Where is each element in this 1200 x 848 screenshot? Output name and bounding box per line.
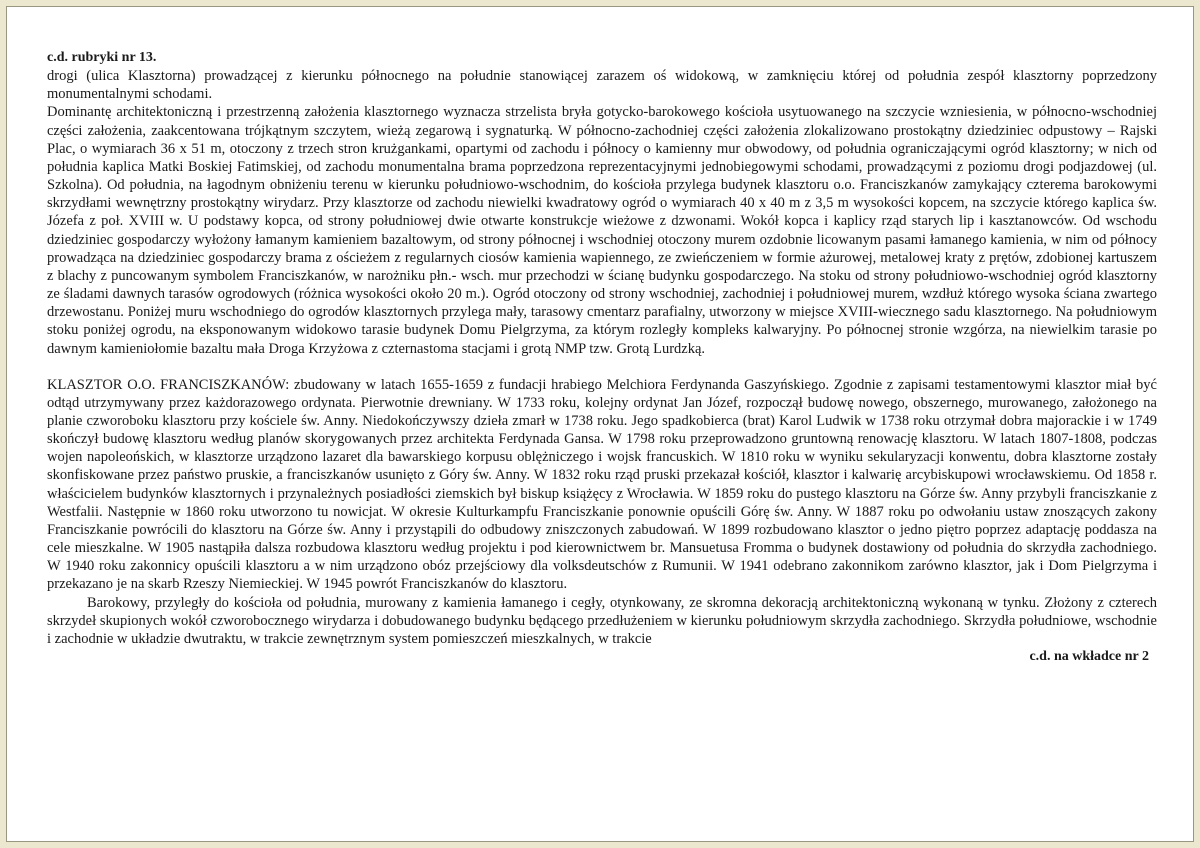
document-body — [47, 49, 1157, 666]
continuation-footer: c.d. na wkładce nr 2 — [1029, 649, 1149, 664]
paragraph-monastery-history: KLASZTOR O.O. FRANCISZKANÓW: zbudowany w latach 1655-1659 z fundacji hrabiego Melchiora Ferdynanda Gaszyńskiego. Zgodnie z zapisami testamentowymi klasztor miał być odtąd utrzymywany przez każdorazowego ordynata. Pierwotnie drewniany. W 1733 roku, kolejny ordynat Jan Józef, rozpoczął budowę nowego, obszernego, murowanego, założonego na planie czworoboku klasztoru przy kościele św. Anny. Niedokończywszy dzieła zmarł w 1738 roku. Jego spadkobierca (brat) Karol Ludwik w 1738 roku otrzymał dobra majorackie i w 1749 skończył budowę klasztoru według planów skorygowanych przez architekta Ferdynada Gansa. W 1798 roku przeprowadzono gruntowną renowację klasztoru. W latach 1807-1808, podczas wojen napoleońskich, w klasztorze urządzono lazaret dla bawarskiego korpusu oblężniczego i wojsk francuskich. W 1810 roku w wyniku sekularyzacji konwentu, dobra klasztorne zostały skonfiskowane przez państwo pruskie, a franciszkanów usunięto z Góry św. Anny. W 1832 roku rząd pruski przekazał kościół, klasztor i kalwarię arcybiskupowi wrocławskiemu. Od 1858 r. właścicielem budynków klasztornych i przynależnych posiadłości ziemskich był biskup książęcy z Wrocławia. W 1859 roku do pustego klasztoru na Górze św. Anny przybyli franciszkanie z Westfalii. Następnie w 1860 roku utworzono tu nowicjat. W okresie Kulturkampfu Franciszkanie ponownie opuścili Górę św. Anny. W 1887 roku po odwołaniu ustaw znoszących zakony Franciszkanie powrócili do klasztoru na Górze św. Anny i przystąpili do odbudowy zniszczonych zabudowań. W 1899 rozbudowano klasztor o jedno piętro poprzez adaptację poddasza na cele mieszkalne. W 1905 nastąpiła dalsza rozbudowa klasztoru według projektu i pod kierownictwem br. Mansuetusa Fromma o budynek dostawiony od południa do skrzydła zachodniego. W 1940 roku zakonnicy opuścili klasztoru a w nim urządzono obóz przejściowy dla volksdeutschów z Rumunii. W 1941 odebrano zakonnikom zarówno klasztor, jak i Dom Pielgrzyma i przekazano je na skarb Rzeszy Niemieckiej. W 1945 powrót Franciszkanów do klasztoru. — [47, 376, 1157, 593]
paragraph-gap — [47, 358, 1157, 376]
paragraph-dominant: Dominantę architektoniczną i przestrzenną założenia klasztornego wyznacza strzelista bryła gotycko-barokowego kościoła usytuowanego na szczycie wzniesienia, w północno-wschodniej części założenia, zaakcentowana trójkątnym szczytem, wieżą zegarową i sygnaturką. W północno-zachodniej części założenia zlokalizowano prostokątny dziedziniec odpustowy – Rajski Plac, o wymiarach 36 x 51 m, otoczony z trzech stron krużgankami, opartymi od zachodu i północy o kamienny mur obwodowy, od południa ograniczającymi ogród klasztorny; w nich od południa kaplica Matki Boskiej Fatimskiej, od zachodu monumentalna brama poprzedzona reprezentacyjnymi jednobiegowymi schodami, prowadzącymi z poziomu drogi podjazdowej (ul. Szkolna). Od południa, na łagodnym obniżeniu terenu w kierunku południowo-wschodnim, do kościoła przylega budynek klasztoru o.o. Franciszkanów zamykający czterema barokowymi skrzydłami wewnętrzny prostokątny wirydarz. Przy klasztorze od zachodu niewielki kwadratowy ogród o wymiarach 40 x 40 m z 3,5 m wysokości kopcem, na szczycie którego kaplica św. Józefa z poł. XVIII w. U podstawy kopca, od strony południowej dwie otwarte konstrukcje wieżowe z dzwonami. Wokół kopca i kaplicy rząd starych lip i kasztanowców. Od wschodu dziedziniec gospodarczy wyłożony łamanym kamieniem bazaltowym, od strony północnej i wschodniej otoczony murem ozdobnie licowanym pasami łamanego kamienia, w nim od północy prowadząca na dziedziniec gospodarczy brama z ościeżem z regularnych ciosów kamienia wapiennego, ze zwieńczeniem w formie ażurowej, metalowej kraty z prętów, zdobionej kartuszem z blachy z puncowanym symbolem Franciszkanów, w narożniku płn.- wsch. mur przechodzi w ścianę budynku gospodarczego. Na stoku od strony południowo-wschodniej ogród klasztorny ze śladami dawnych tarasów ogrodowych (różnica wysokości około 20 m.). Ogród otoczony od strony wschodniej, zachodniej i południowej murem, wzdłuż którego wysoka ściana zwartego drzewostanu. Poniżej muru wschodniego do ogrodów klasztornych przylega mały, tarasowy cmentarz parafialny, utworzony w miejsce XVIII-wiecznego sadu klasztornego. Na południowym stoku poniżej ogrodu, na eksponowanym widokowo tarasie budynek Domu Pielgrzyma, za którym rozległy kompleks kalwaryjny. Po północnej stronie wzgórza, na niewielkim tarasie po dawnym kamieniołomie bazaltu mała Droga Krzyżowa z czternastoma stacjami i grotą NMP tzw. Grotą Lurdzką. — [47, 104, 1157, 357]
document-sheet — [6, 6, 1194, 842]
continuation-heading: c.d. rubryki nr 13. — [47, 50, 157, 65]
paragraph-baroque: Barokowy, przyległy do kościoła od południa, murowany z kamienia łamanego i cegły, otynkowany, ze skromna dekoracją architektoniczną wykonaną w tynku. Złożony z czterech skrzydeł skupionych wokół czworobocznego wirydarza i dobudowanego budynku będącego przedłużeniem w kierunku południowym skrzydła zachodniego. Skrzydła południowe, wschodnie i zachodnie w układzie dwutraktu, w trakcie zewnętrznym system pomieszczeń mieszkalnych, w trakcie — [47, 594, 1157, 647]
paragraph-road: drogi (ulica Klasztorna) prowadzącej z kierunku północnego na południe stanowiącej zarazem oś widokową, w zamknięciu której od południa zespół klasztorny poprzedzony monumentalnymi schodami. — [47, 68, 1157, 103]
